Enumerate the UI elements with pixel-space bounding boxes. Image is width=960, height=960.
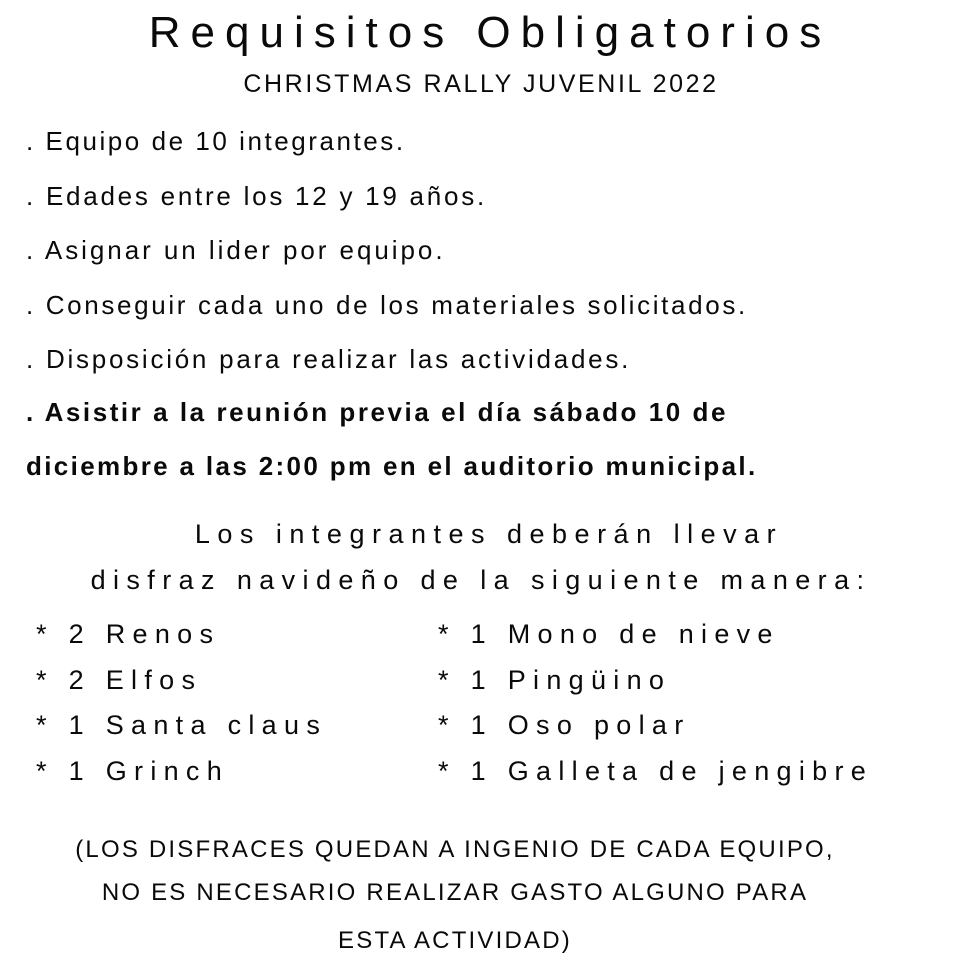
requirement-team-size: . Equipo de 10 integrantes.: [26, 126, 406, 156]
note-line1: (LOS DISFRACES QUEDAN A INGENIO DE CADA EQUIPO,: [75, 836, 835, 863]
requirement-leader: . Asignar un lider por equipo.: [26, 235, 446, 265]
requirement-ages: . Edades entre los 12 y 19 años.: [26, 181, 487, 211]
note-line2: NO ES NECESARIO REALIZAR GASTO ALGUNO PARA: [101, 879, 809, 906]
page-title: Requisitos Obligatorios: [148, 8, 832, 57]
note-line3: ESTA ACTIVIDAD): [338, 927, 572, 954]
costume-item-galleta-de-jengibre: * 1 Galleta de jengibre: [438, 756, 874, 786]
costume-intro-line1: Los integrantes deberán llevar: [194, 519, 784, 549]
costume-item-elfos: * 2 Elfos: [36, 665, 203, 695]
costume-item-santa-claus: * 1 Santa claus: [36, 710, 328, 740]
costume-intro-line2: disfraz navideño de la siguiente manera:: [90, 565, 872, 595]
costume-item-renos: * 2 Renos: [36, 619, 221, 649]
costume-item-pinguino: * 1 Pingüino: [438, 665, 672, 695]
requirement-materials: . Conseguir cada uno de los materiales solicitados.: [26, 290, 748, 320]
requirement-meeting-line1: . Asistir a la reunión previa el día sábado 10 de: [26, 397, 728, 427]
costume-item-oso-polar: * 1 Oso polar: [438, 710, 691, 740]
costume-item-mono-de-nieve: * 1 Mono de nieve: [438, 619, 780, 649]
costume-item-grinch: * 1 Grinch: [36, 756, 230, 786]
requirement-meeting-line2: diciembre a las 2:00 pm en el auditorio municipal.: [26, 451, 758, 481]
requirement-disposition: . Disposición para realizar las actividades.: [26, 344, 632, 374]
event-subtitle: CHRISTMAS RALLY JUVENIL 2022: [243, 70, 719, 98]
